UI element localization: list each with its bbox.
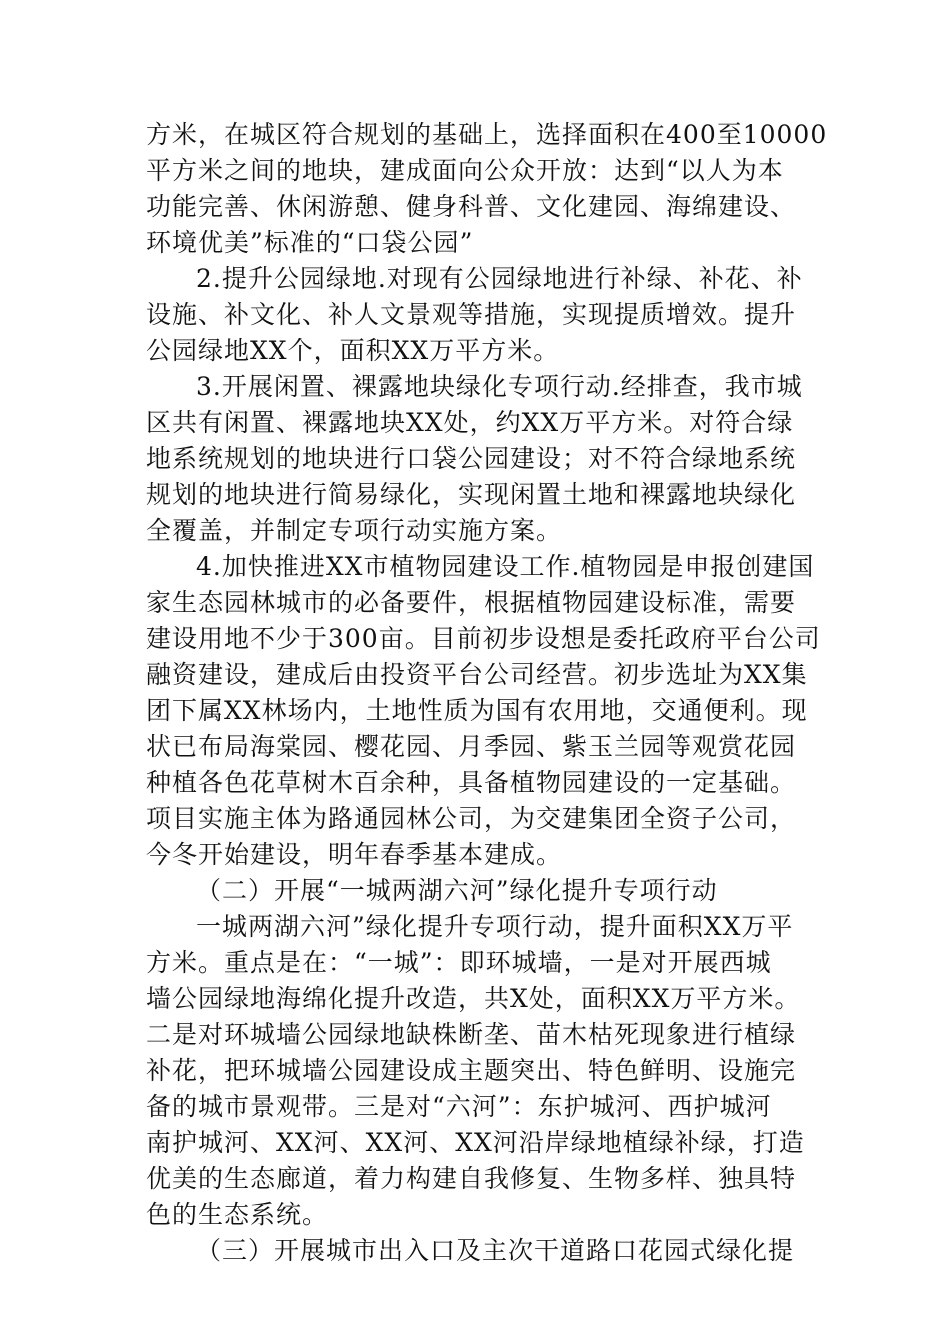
text-line: 状已布局海棠园、樱花园、月季园、紫玉兰园等观赏花园 <box>146 732 797 761</box>
text-line: 环境优美”标准的“口袋公园” <box>146 228 474 257</box>
text-line: 备的城市景观带。三是对“六河”：东护城河、西护城河 <box>146 1092 772 1121</box>
text-line: 设施、补文化、补人文景观等措施，实现提质增效。提升 <box>146 300 797 329</box>
text-line: 区共有闲置、裸露地块XX处，约XX万平方米。对符合绿 <box>146 408 794 437</box>
paragraph-heading-3: 3.开展闲置、裸露地块绿化专项行动.经排查，我市城 <box>196 372 803 401</box>
text-line: 项目实施主体为路通园林公司，为交建集团全资子公司， <box>146 804 797 833</box>
text-line: 补花，把环城墙公园建设成主题突出、特色鲜明、设施完 <box>146 1056 797 1085</box>
text-line: 规划的地块进行简易绿化，实现闲置土地和裸露地块绿化 <box>146 480 797 509</box>
text-line: 平方米之间的地块，建成面向公众开放：达到“以人为本 <box>146 156 784 185</box>
text-line: 二是对环城墙公园绿地缺株断垄、苗木枯死现象进行植绿 <box>146 1020 797 1049</box>
text-line: 方米。重点是在：“一城”：即环城墙，一是对开展西城 <box>146 948 772 977</box>
text-line: 种植各色花草树木百余种，具备植物园建设的一定基础。 <box>146 768 797 797</box>
text-line: 全覆盖，并制定专项行动实施方案。 <box>146 516 563 545</box>
text-line: 地系统规划的地块进行口袋公园建设；对不符合绿地系统 <box>146 444 797 473</box>
section-heading-2: （二）开展“一城两湖六河”绿化提升专项行动 <box>196 876 718 905</box>
text-line: 家生态园林城市的必备要件，根据植物园建设标准，需要 <box>146 588 797 617</box>
text-line: 方米，在城区符合规划的基础上，选择面积在400至10000 <box>146 120 828 149</box>
text-line: 墙公园绿地海绵化提升改造，共X处，面积XX万平方米。 <box>146 984 801 1013</box>
section-heading-3: （三）开展城市出入口及主次干道路口花园式绿化提 <box>196 1236 795 1265</box>
text-line: 色的生态系统。 <box>146 1200 329 1229</box>
text-line: 今冬开始建设，明年春季基本建成。 <box>146 840 563 869</box>
text-line: 团下属XX林场内，土地性质为国有农用地，交通便利。现 <box>146 696 808 725</box>
text-line: 公园绿地XX个，面积XX万平方米。 <box>146 336 560 365</box>
paragraph-heading-4: 4.加快推进XX市植物园建设工作.植物园是申报创建国 <box>196 552 815 581</box>
text-line: 建设用地不少于300亩。目前初步设想是委托政府平台公司 <box>146 624 821 653</box>
text-line: 融资建设，建成后由投资平台公司经营。初步选址为XX集 <box>146 660 808 689</box>
paragraph-heading-2: 2.提升公园绿地.对现有公园绿地进行补绿、补花、补 <box>196 264 803 293</box>
text-line: 优美的生态廊道，着力构建自我修复、生物多样、独具特 <box>146 1164 797 1193</box>
text-line: 南护城河、XX河、XX河、XX河沿岸绿地植绿补绿，打造 <box>146 1128 805 1157</box>
text-line: 一城两湖六河”绿化提升专项行动，提升面积XX万平 <box>196 912 794 941</box>
text-line: 功能完善、休闲游憩、健身科普、文化建园、海绵建设、 <box>146 192 797 221</box>
